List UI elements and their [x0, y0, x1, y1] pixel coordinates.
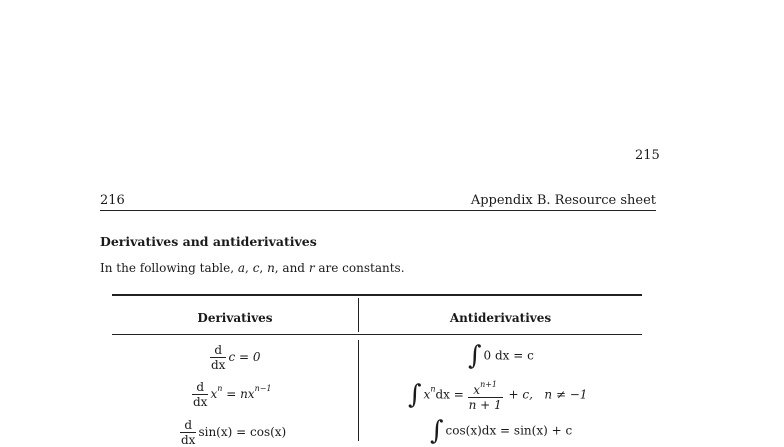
column-divider	[358, 340, 359, 441]
integral-sign-icon: ∫	[408, 380, 422, 410]
table-header-rule	[112, 334, 642, 335]
constant-a: a	[237, 261, 246, 275]
page-number: 216	[100, 193, 125, 208]
integral-sign-icon: ∫	[468, 341, 482, 371]
intro-prefix: In the following table,	[100, 261, 238, 275]
section-heading: Derivatives and antiderivatives	[100, 234, 317, 249]
derivative-sine: $\frac{d}{dx}$ sin(x) = cos(x)	[181, 418, 287, 447]
previous-page-number: 215	[635, 148, 660, 163]
integral-sign-icon: ∫	[430, 416, 444, 446]
antiderivative-cosine: ∫ cos(x)dx = sin(x) + c	[430, 416, 573, 446]
antiderivative-zero: ∫ 0 dx = c	[468, 341, 534, 371]
column-header-derivatives: Derivatives	[197, 311, 273, 325]
constant-r: r	[308, 261, 315, 275]
antiderivative-power: ∫ $x^ndx$ = $\frac{x^{n+1}}{n + 1}$ + c, n ≠ −1	[408, 380, 588, 412]
derivative-power: $\frac{d}{dx}$ $x^n = nx^{n-1}$	[193, 380, 272, 409]
constant-n: n	[267, 261, 275, 275]
running-head: Appendix B. Resource sheet	[470, 193, 656, 208]
intro-sep: , and	[274, 261, 309, 275]
column-header-antiderivatives: Antiderivatives	[449, 311, 552, 325]
intro-sep: ,	[259, 261, 268, 275]
constant-c: c	[252, 261, 260, 275]
column-divider	[358, 298, 359, 332]
derivative-constant: $\frac{d}{dx}$ c = 0	[211, 343, 261, 372]
header-rule	[100, 210, 656, 211]
intro-text	[100, 261, 405, 275]
intro-sep: ,	[245, 261, 253, 275]
table-top-rule	[112, 294, 642, 296]
intro-suffix: are constants.	[314, 261, 405, 275]
